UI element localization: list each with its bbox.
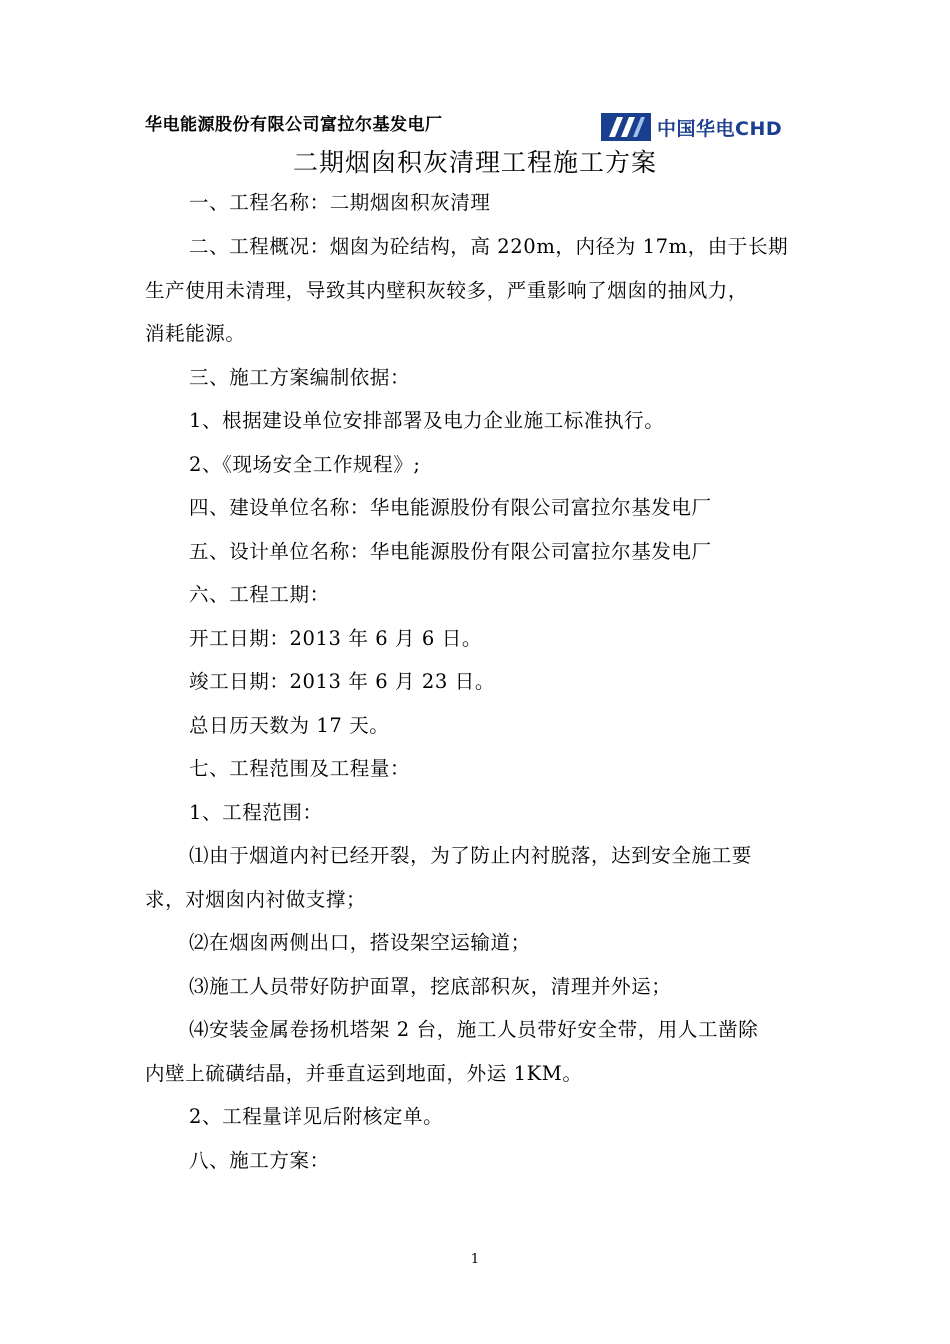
header-company-name: 华电能源股份有限公司富拉尔基发电厂: [145, 115, 443, 135]
section-overview: 二、工程概况：烟囱为砼结构，高 220m，内径为 17m，由于长期: [189, 235, 789, 258]
scope-item-2: ⑵在烟囱两侧出口，搭设架空运输道；: [189, 931, 531, 954]
scope-item-4-cont: 内壁上硫磺结晶，并垂直运到地面，外运 1KM。: [145, 1062, 583, 1085]
end-date: 竣工日期：2013 年 6 月 23 日。: [189, 670, 495, 693]
quantity-note: 2、工程量详见后附核定单。: [189, 1105, 444, 1128]
section-basis-heading: 三、施工方案编制依据：: [189, 366, 411, 389]
scope-item-4: ⑷安装金属卷扬机塔架 2 台，施工人员带好安全带，用人工凿除: [189, 1018, 759, 1041]
basis-item-2: 2、《现场安全工作规程》;: [189, 453, 421, 476]
company-logo: [601, 112, 793, 142]
total-days: 总日历天数为 17 天。: [189, 714, 390, 737]
scope-subheading: 1、工程范围：: [189, 801, 323, 824]
section-overview-cont-2: 消耗能源。: [145, 322, 246, 345]
section-designer: 五、设计单位名称：华电能源股份有限公司富拉尔基发电厂: [189, 540, 712, 563]
scope-item-1-cont: 求，对烟囱内衬做支撑；: [145, 888, 367, 911]
section-owner: 四、建设单位名称：华电能源股份有限公司富拉尔基发电厂: [189, 496, 712, 519]
chd-logo-icon: [601, 113, 651, 141]
scope-item-3: ⑶施工人员带好防护面罩，挖底部积灰，清理并外运；: [189, 975, 672, 998]
document-title: 二期烟囱积灰清理工程施工方案: [292, 148, 657, 177]
section-project-name: 一、工程名称：二期烟囱积灰清理: [189, 191, 491, 214]
section-scope-heading: 七、工程范围及工程量：: [189, 757, 411, 780]
scope-item-1: ⑴由于烟道内衬已经开裂，为了防止内衬脱落，达到安全施工要: [189, 844, 752, 867]
logo-text: 中国华电CHD: [657, 117, 783, 140]
basis-item-1: 1、根据建设单位安排部署及电力企业施工标准执行。: [189, 409, 665, 432]
section-schedule-heading: 六、工程工期：: [189, 583, 330, 606]
section-plan-heading: 八、施工方案：: [189, 1149, 330, 1172]
start-date: 开工日期：2013 年 6 月 6 日。: [189, 627, 482, 650]
page-number: 1: [470, 1252, 480, 1267]
section-overview-cont-1: 生产使用未清理，导致其内壁积灰较多，严重影响了烟囱的抽风力，: [145, 279, 749, 302]
